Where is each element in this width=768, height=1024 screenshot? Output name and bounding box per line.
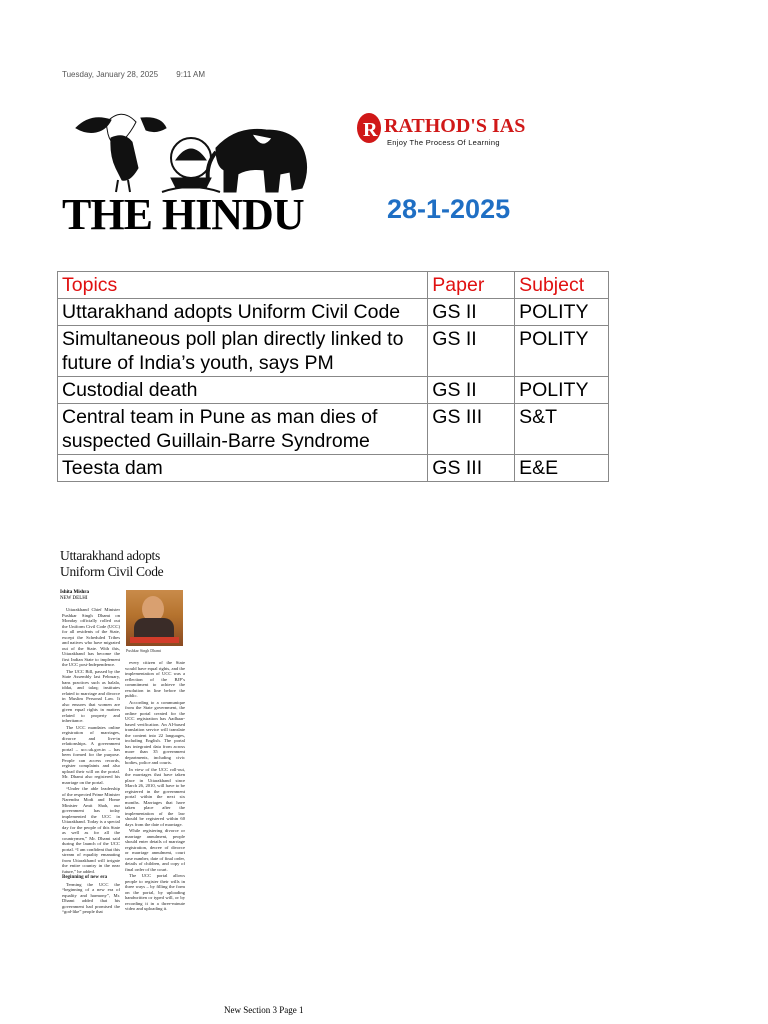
timestamp bbox=[62, 70, 205, 79]
paper-cell: GS II bbox=[428, 299, 515, 326]
topics-table bbox=[57, 271, 609, 482]
timestamp-date: Tuesday, January 28, 2025 bbox=[62, 70, 159, 79]
table-row bbox=[58, 326, 609, 377]
paper-cell: GS II bbox=[428, 326, 515, 377]
article-paragraph: While registering divorce or marriage annulment, people should enter details of marriage registration, decree of divorce or marriage annulment, court case number, date of final order, details of children, and copy of final order of the court. bbox=[125, 828, 185, 872]
svg-text:R: R bbox=[363, 119, 378, 141]
header-topics: Topics bbox=[58, 272, 428, 299]
article-column-2 bbox=[125, 660, 185, 982]
article-paragraph: The UCC mandates online registration of marriages, divorce and live-in relationships. A government portal – ucc.uk.gov.in – has been formed for the purpose. People can access records, register complaints and also upload their will on the portal. Mr. Dhami also registered his marriage on the portal. bbox=[62, 724, 120, 785]
table-row bbox=[58, 377, 609, 404]
topic-cell: Uttarakhand adopts Uniform Civil Code bbox=[58, 299, 428, 326]
photo-caption: Pushkar Singh Dhami bbox=[126, 648, 162, 653]
paper-cell: GS III bbox=[428, 404, 515, 455]
topic-cell: Central team in Pune as man dies of suspected Guillain-Barre Syndrome bbox=[58, 404, 428, 455]
byline-author: Ishita Mishra bbox=[60, 590, 90, 595]
subject-cell: POLITY bbox=[515, 326, 609, 377]
topic-cell: Custodial death bbox=[58, 377, 428, 404]
masthead: THE HINDU bbox=[62, 190, 304, 239]
article-paragraph: “Under the able leadership of the respected Prime Minister Narendra Modi and Home Minister Amit Shah, our government has today implemented the UCC in Uttarakhand. Today is a special day for the people of this State as well as for all the countrymen,” Mr. Dhami said during the launch of the UCC portal. “I am confident that this stream of equality emanating from Uttarakhand will irrigate the entire country in the near future,” he added. bbox=[62, 786, 120, 874]
article-subhead: Beginning of new era bbox=[62, 875, 108, 880]
article-column-1 bbox=[62, 607, 120, 1007]
subject-cell: POLITY bbox=[515, 299, 609, 326]
page-footer: New Section 3 Page 1 bbox=[224, 1005, 304, 1015]
table-row bbox=[58, 299, 609, 326]
subject-cell: E&E bbox=[515, 455, 609, 482]
article-paragraph: The UCC Bill, passed by the State Assembly last February, bans practices such as halala, iddat, and talaq; institutes related to marriage and divorce in Muslim Personal Law. It also ensures that women are given equal rights in matters related to property and inheritance. bbox=[62, 668, 120, 723]
header-paper: Paper bbox=[428, 272, 515, 299]
topic-cell: Teesta dam bbox=[58, 455, 428, 482]
article-paragraph: every citizen of the State would have equal rights, and the implementation of UCC was a reflection of the BJP’s commitment to achieve the resolution in line before the public. bbox=[125, 660, 185, 698]
article-paragraph: The UCC portal allows people to register their wills in three ways – by filling the form on the portal, by uploading handwritten or typed will, or by recording it in a three-minute video and uploading it. bbox=[125, 873, 185, 911]
brand-name: RATHOD'S IAS bbox=[384, 115, 526, 137]
article-photo bbox=[126, 590, 183, 646]
brand-tagline: Enjoy The Process Of Learning bbox=[387, 138, 500, 147]
table-row bbox=[58, 404, 609, 455]
article-paragraph: According to a communique from the State government, the online portal created for the UCC registration has Aadhaar-based verification. An AI-based translation service will translate the content into 22 languages, including English. The portal has integrated data from across more than 35 government departments, including civic bodies, police and courts. bbox=[125, 699, 185, 765]
article-paragraph: Uttarakhand Chief Minister Pushkar Singh Dhami on Monday officially rolled out the Uniform Civil Code (UCC) for all residents of the State, except the Scheduled Tribes and natives who have migrated out of the State. With this, Uttarakhand has become the first Indian State to implement the UCC post-Independence. bbox=[62, 607, 120, 667]
subject-cell: POLITY bbox=[515, 377, 609, 404]
paper-cell: GS II bbox=[428, 377, 515, 404]
timestamp-time: 9:11 AM bbox=[176, 70, 206, 79]
subject-cell: S&T bbox=[515, 404, 609, 455]
article-paragraph: Terming the UCC the “beginning of a new era of equality and harmony”, Mr. Dhami added that his government had promised the “god-like” people that bbox=[62, 881, 120, 914]
article-headline: Uttarakhand adopts Uniform Civil Code bbox=[60, 548, 164, 579]
the-hindu-emblem-icon bbox=[66, 108, 316, 196]
brand bbox=[356, 112, 556, 152]
article-paragraph: In view of the UCC roll-out, the marriages that have taken place in Uttarakhand since March 26, 2010, will have to be registered in the government portal within the next six months. Marriages that have taken place after the implementation of the law should be registered within 60 days from the date of marriage. bbox=[125, 766, 185, 827]
header-subject: Subject bbox=[515, 272, 609, 299]
table-header-row bbox=[58, 272, 609, 299]
topic-cell: Simultaneous poll plan directly linked to future of India’s youth, says PM bbox=[58, 326, 428, 377]
paper-cell: GS III bbox=[428, 455, 515, 482]
date-title: 28-1-2025 bbox=[387, 194, 511, 224]
table-row bbox=[58, 455, 609, 482]
photo-microphones bbox=[130, 637, 179, 643]
rathods-logo-icon bbox=[356, 112, 384, 144]
byline-dateline: NEW DELHI bbox=[60, 596, 88, 601]
